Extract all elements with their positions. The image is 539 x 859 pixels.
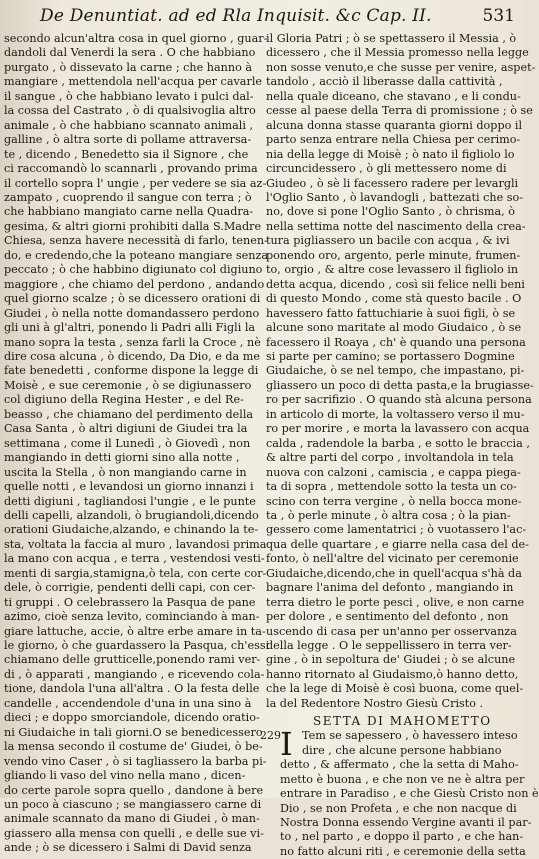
- text-line: orationi Giudaiche,alzando, e chinando la te-: [4, 523, 259, 537]
- text-line: giare lattuche, accie, ò altre erbe amare in ta-: [4, 624, 266, 638]
- text-line: quel giorno scalze ; ò se dicessero orationi di: [4, 292, 261, 306]
- text-line: Tem se sapessero , ò havessero inteso: [302, 729, 518, 743]
- text-line: maggiore , che chiamo del perdono , andando: [4, 277, 265, 291]
- text-line: qua delle quartare , e giarre nella casa del de-: [266, 537, 529, 551]
- text-line: Giudei , ò nella notte domandassero perdono: [4, 306, 260, 320]
- text-line: dicessero , che il Messia promesso nella legge: [266, 46, 529, 60]
- text-line: Nostra Donna essendo Vergine avanti il par-: [280, 816, 532, 830]
- text-line: di questo Mondo , come stà questo bacile . O: [266, 292, 522, 306]
- section-heading: SETTA DI MAHOMETTO: [313, 714, 492, 729]
- text-line: dieci ; e doppo smorciandole, dicendo oratio-: [4, 711, 260, 725]
- text-line: detta acqua, dicendo , così sii felice nelli beni: [266, 277, 525, 291]
- text-line: Giudaiche,dicendo,che in quell'acqua s'hà da: [266, 566, 522, 580]
- text-line: mangiare , mettendola nell'acqua per cavarle: [4, 75, 263, 89]
- text-line: la cossa del Castrato , ò di qualsivoglia altro: [4, 104, 256, 118]
- text-line: & altre parti del corpo , involtandola in tela: [266, 451, 514, 465]
- text-line: nuova con calzoni , camiscia , e cappa piega-: [266, 465, 521, 479]
- text-line: le giorno, ò che guardassero la Pasqua, ch'essi: [4, 639, 270, 653]
- text-line: gli uni à gl'altri, ponendo li Padri alli Figli la: [4, 321, 256, 335]
- text-line: purgato , ò dissevato la carne ; che hanno à: [4, 60, 253, 74]
- text-line: alcune sono maritate al modo Giudaico , ò se: [266, 321, 522, 335]
- text-line: delli capelli, alzandoli, ò brugiandoli,dicendo: [4, 508, 259, 522]
- text-line: zampato , cuoprendo il sangue con terra ; ò: [4, 190, 252, 204]
- page-number: 531: [482, 6, 515, 26]
- text-line: secondo alcun'altra cosa in quel giorno , guar-: [4, 32, 268, 45]
- text-line: Giudeo , ò sè li facessero radere per levargli: [266, 176, 519, 190]
- text-line: fate benedetti , conforme dispone la legge di: [4, 364, 259, 378]
- text-line: ande ; ò se dicessero i Salmi di David senza: [4, 841, 252, 855]
- text-line: che la lege di Moisè è così buona, come quel-: [266, 682, 524, 696]
- text-line: uscendo di casa per un'anno per osservanza: [266, 624, 517, 638]
- text-line: havessero fatto fattuchiarie à suoi figli, ò se: [266, 306, 516, 320]
- text-line: circuncidessero , ò gli mettessero nome di: [266, 162, 507, 176]
- text-line: Casa Santa , ò altri digiuni de Giudei tra la: [4, 422, 248, 436]
- text-line: sta, voltata la faccia al muro , lavandosi prima: [4, 537, 267, 551]
- text-line: per dolore , e sentimento del defonto , non: [266, 610, 509, 624]
- text-line: ta , ò perle minute , ò altra cosa ; ò la pian-: [266, 508, 511, 522]
- text-line: Moisè , e sue ceremonie , ò se digiunassero: [4, 378, 252, 392]
- text-line: parto senza entrare nella Chiesa per cerimo-: [266, 133, 521, 147]
- text-line: calda , radendole la barba , e sotto le braccia ,: [266, 436, 530, 450]
- text-line: non sosse venuto,e che susse per venire, aspet-: [266, 60, 536, 74]
- text-line: quelle notti , e levandosi un giorno innanzi i: [4, 480, 254, 494]
- text-line: bagnare l'anima del defonto , mangiando in: [266, 581, 514, 595]
- text-line: ro per sacrifizio . O quando stà alcuna persona: [266, 393, 532, 407]
- text-line: Dio , se non Profeta , e che non nacque di: [280, 801, 517, 815]
- text-line: ponendo oro, argento, perle minute, frumen-: [266, 248, 521, 262]
- text-line: no fatto alcuni riti , e ceremonie della setta: [280, 844, 526, 858]
- text-line: gliando li vaso del vino nella mano , dicen-: [4, 769, 246, 783]
- text-line: in articolo di morte, la voltassero verso il mu-: [266, 407, 525, 421]
- text-line: terra dietro le porte pesci , olive, e non carne: [266, 595, 525, 609]
- text-line: dandoli dal Venerdi la sera . O che habbiano: [4, 46, 256, 60]
- running-head: [40, 6, 515, 30]
- section-lines: [280, 725, 539, 859]
- running-title: De Denuntiat. ad ed Rla Inquisit. &c Cap. II.: [40, 6, 432, 26]
- text-line: l'Oglio Santo , ò lavandogli , battezati che so-: [266, 190, 524, 204]
- text-line: il sangue , ò che habbiano levato i pulci dal-: [4, 89, 254, 103]
- text-line: tura pigliassero un bacile con acqua , & ivi: [266, 234, 510, 248]
- text-line: no, dove si pone l'Oglio Santo , ò chrisma, ò: [266, 205, 516, 219]
- text-line: mano sopra la testa , senza farli la Croce , nè: [4, 335, 261, 349]
- text-line: candelle , accendendole d'una in una sino à: [4, 696, 252, 710]
- text-line: giassero alla mensa con quelli , e delle sue vi-: [4, 826, 264, 840]
- text-line: fonto, ò nell'altre del vicinato per ceremonie: [266, 552, 519, 566]
- text-line: metto è buona , e che non ve ne è altra per: [280, 772, 525, 786]
- text-line: della legge . O le seppellissero in terra ver-: [266, 639, 512, 653]
- text-line: la del Redentore Nostro Giesù Cristo .: [266, 696, 484, 710]
- text-line: detti digiuni , tagliandosi l'ungie , e le punte: [4, 494, 256, 508]
- text-line: un poco à ciascuno ; se mangiassero carne di: [4, 798, 262, 812]
- text-line: la mensa secondo il costume de' Giudei, ò be-: [4, 740, 263, 754]
- text-line: dire , che alcune persone habbiano: [302, 743, 502, 757]
- text-line: Giudaiche, ò se nel tempo, che impastano, pi-: [266, 364, 525, 378]
- text-line: Chiesa, senza havere necessità di farlo, tenen-: [4, 234, 268, 248]
- text-line: ci raccomandò lo scannarli , provando prima: [4, 162, 258, 176]
- text-line: ni Giudaiche in tali giorni.O se benedicessero: [4, 725, 263, 739]
- text-line: to , nel parto , e doppo il parto , e che han-: [280, 830, 524, 844]
- text-line: gessero come lamentatrici ; ò vuotassero l'ac-: [266, 523, 527, 537]
- text-line: te , dicendo , Benedetto sia il Signore , che: [4, 147, 249, 161]
- text-line: do, e credendo,che la poteano mangiare senza: [4, 248, 269, 262]
- text-line: col digiuno della Regina Hester , e del Re-: [4, 393, 244, 407]
- text-line: detto , & affermato , che la setta di Maho-: [280, 758, 519, 772]
- text-line: tione, dandola l'una all'altra . O la festa delle: [4, 682, 260, 696]
- left-column: [4, 32, 270, 855]
- text-line: chiamano delle grutticelle,ponendo rami ver-: [4, 653, 261, 667]
- text-line: vendo vino Caser , ò si tagliassero la barba pi-: [4, 754, 267, 768]
- two-column-body: [4, 32, 539, 858]
- text-line: do certe parole sopra quello , dandone à bere: [4, 783, 264, 797]
- text-line: scino con terra vergine , ò nella bocca mone-: [266, 494, 522, 508]
- text-line: di , ò apparati , mangiando , e ricevendo cola-: [4, 667, 265, 681]
- text-line: settimana , come il Lunedì , ò Giovedì , non: [4, 436, 251, 450]
- text-line: che habbiano mangiato carne nella Quadra-: [4, 205, 254, 219]
- text-line: menti di sargia,stamigna,ò tela, con certe cor-: [4, 566, 267, 580]
- paragraph-number: 229: [260, 729, 281, 743]
- text-line: nia della legge di Moisè ; ò nato il figliolo lo: [266, 147, 515, 161]
- text-line: ta di sopra , mettendole sotto la testa un co-: [266, 480, 517, 494]
- text-line: animale , ò che habbiano scannato animali ,: [4, 118, 254, 132]
- text-line: beasso , che chiamano del perdimento della: [4, 407, 254, 421]
- section-paragraph: [260, 725, 539, 859]
- right-column-text: [266, 32, 539, 711]
- text-line: nella quale diceano, che stavano , e li condu-: [266, 89, 521, 103]
- text-line: mangiando in detti giorni sino alla notte ,: [4, 451, 240, 465]
- text-line: peccato ; ò che habbino digiunato col digiuno: [4, 263, 263, 277]
- text-line: to, orgio , & altre cose levassero il figliolo in: [266, 263, 519, 277]
- text-line: nella settima notte del nascimento della crea-: [266, 219, 526, 233]
- text-line: dele, ò corrigie, pendenti delli capi, con cer-: [4, 581, 256, 595]
- text-line: ro per morire , e morta la lavassero con acqua: [266, 422, 530, 436]
- drop-capital: I: [280, 725, 293, 764]
- text-line: ti gruppi . O celebrassero la Pasqua de pane: [4, 595, 256, 609]
- text-line: uscita la Stella , ò non mangiando carne in: [4, 465, 247, 479]
- text-line: gine , ò in sepoltura de' Giudei ; ò se alcune: [266, 653, 516, 667]
- text-line: entrare in Paradiso , e che Giesù Cristo non è: [280, 787, 539, 801]
- text-line: tandolo , acciò il liberasse dalla cattività ,: [266, 75, 503, 89]
- text-line: galline , ò altra sorte di pollame attraversa-: [4, 133, 252, 147]
- text-line: cesse al paese della Terra di promissione ; ò se: [266, 104, 533, 118]
- text-line: gesima, & altri giorni prohibiti dalla S.Madre: [4, 219, 262, 233]
- text-line: alcuna donna stasse quaranta giorni doppo il: [266, 118, 523, 132]
- text-line: hanno ritornato al Giudaismo,ò hanno detto,: [266, 667, 519, 681]
- text-line: il cortello sopra l' ungie , per vedere se sia az-: [4, 176, 267, 190]
- text-line: il Gloria Patri ; ò se spettassero il Messia , ò: [266, 32, 517, 45]
- text-line: facessero il Roaya , ch' è quando una persona: [266, 335, 526, 349]
- text-line: gliassero un poco di detta pasta,e la brugiasse-: [266, 378, 534, 392]
- text-line: si parte per camino; se portassero Dogmine: [266, 349, 515, 363]
- text-line: la mano con acqua , e terra , vestendosi vesti-: [4, 552, 265, 566]
- right-column: [259, 32, 539, 858]
- text-line: animale scannato da mano di Giudei , ò man-: [4, 812, 260, 826]
- text-line: dire cosa alcuna , ò dicendo, Da Dio, e da me: [4, 349, 261, 363]
- text-line: azimo, cioè senza levito, cominciando à man-: [4, 610, 260, 624]
